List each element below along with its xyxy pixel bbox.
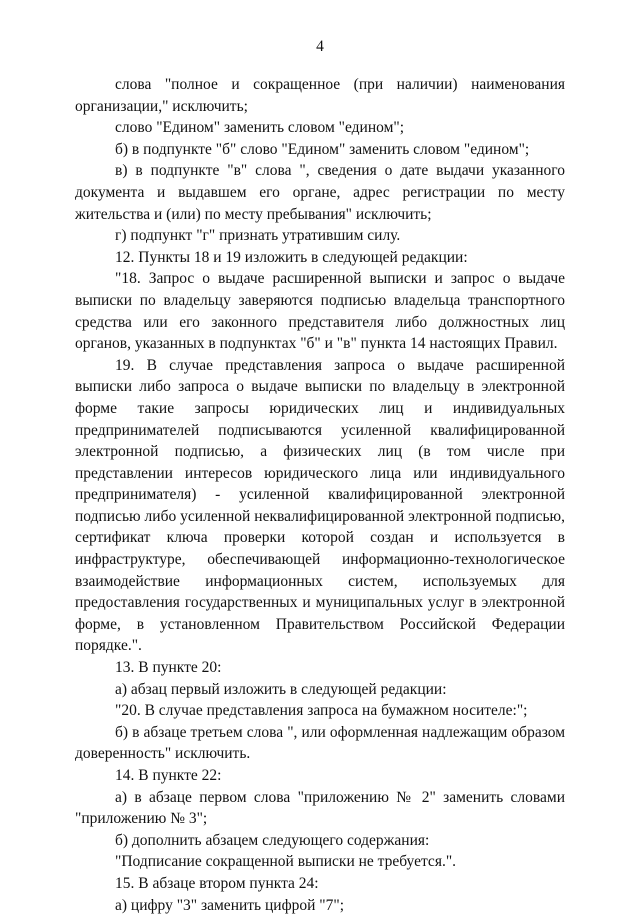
paragraph: а) цифру "3" заменить цифрой "7"; (115, 896, 345, 914)
paragraph: б) дополнить абзацем следующего содержания: (115, 831, 430, 849)
paragraph: в) в подпункте "в" слова ", сведения о дате выдачи указанного документа и выдавшем его органе, адрес регистрации по месту жительства и (или) по месту пребывания" исключить; (75, 162, 565, 223)
paragraph: а) абзац первый изложить в следующей редакции: (115, 680, 447, 698)
paragraph: слова "полное и сокращенное (при наличии) наименования организации," исключить; (75, 76, 565, 115)
paragraph: 13. В пункте 20: (115, 659, 222, 677)
paragraph: б) в подпункте "б" слово "Едином" заменить словом "едином"; (115, 140, 530, 158)
paragraph: б) в абзаце третьем слова ", или оформленная надлежащим образом доверенность" исключить. (75, 723, 565, 763)
paragraph: 15. В абзаце втором пункта 24: (115, 874, 319, 892)
paragraph: 19. В случае представления запроса о выдаче расширенной выписки либо запроса о выдаче выписки по владельцу в электронной форме такие запросы юридических лиц и индивидуальных предпринимателей подписываются усиленной квалифицированной электронной подписью, а физических лиц (в том числе при представлении интересов юридического лица или индивидуального предпринимателя) - усиленной квалифицированной электронной подписью либо усиленной неквалифицированной электронной подписью, сертификат ключа проверки которой создан и используется в инфраструктуре, обеспечивающей информационно-технологическое взаимодействие информационных систем, используемых для предоставления государственных и муниципальных услуг в электронной форме, в установленном Правительством Российской Федерации порядке.". (75, 356, 565, 655)
page-number: 4 (316, 38, 324, 55)
paragraph: а) в абзаце первом слова "приложению № 2" заменить словами "приложению № 3"; (75, 788, 565, 828)
paragraph: г) подпункт "г" признать утратившим силу. (115, 227, 401, 245)
paragraph: 12. Пункты 18 и 19 изложить в следующей редакции: (115, 248, 468, 266)
document-body (75, 74, 565, 916)
paragraph: 14. В пункте 22: (115, 767, 222, 784)
paragraph: слово "Едином" заменить словом "едином"; (115, 119, 405, 137)
paragraph: "20. В случае представления запроса на бумажном носителе:"; (115, 702, 528, 720)
paragraph: "18. Запрос о выдаче расширенной выписки и запрос о выдаче выписки по владельцу заверяются подписью владельца транспортного средства или его законного представителя либо должностных лиц органов, указанных в подпунктах "б" и "в" пункта 14 настоящих Правил. (75, 270, 565, 353)
paragraph: "Подписание сокращенной выписки не требуется.". (115, 853, 457, 871)
